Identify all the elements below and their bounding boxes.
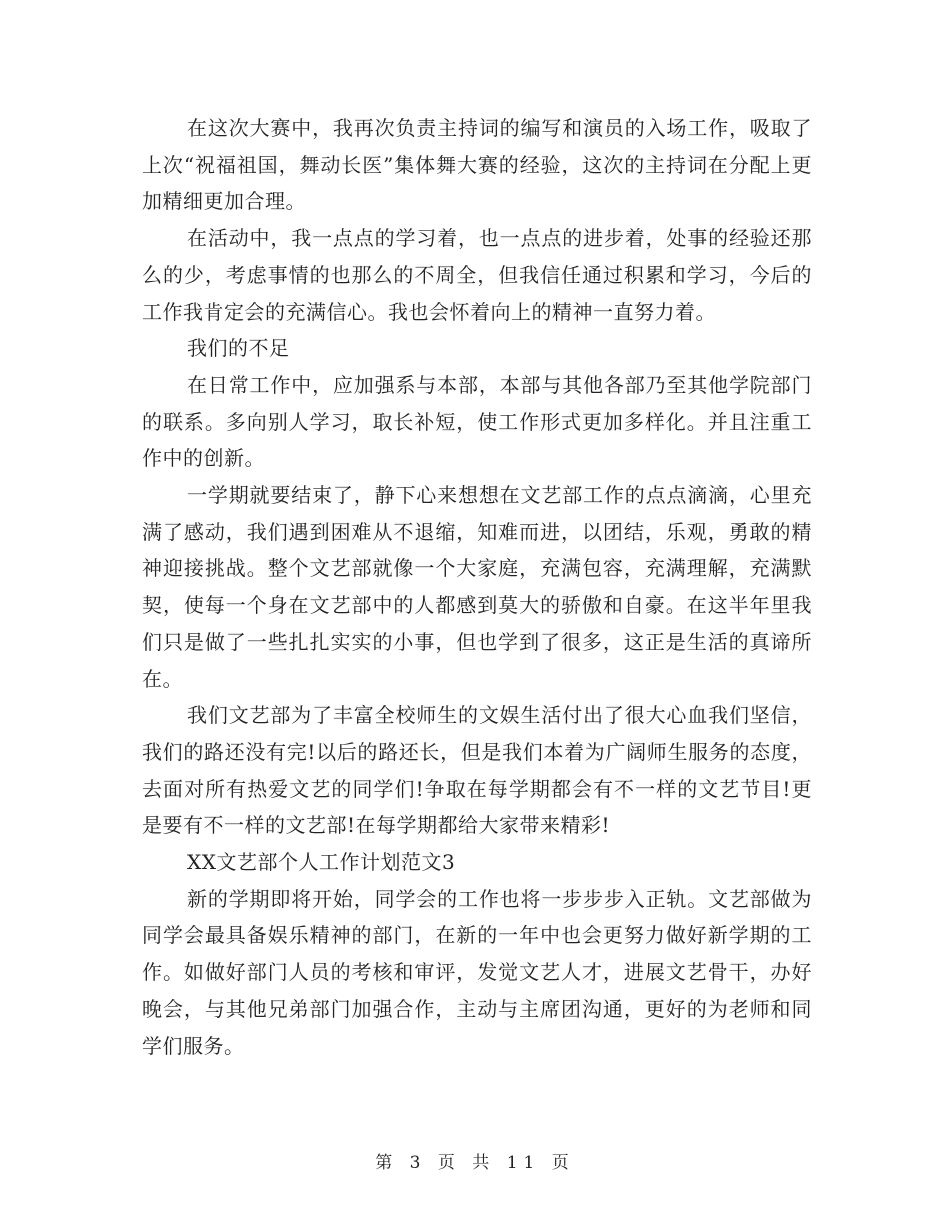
paragraph: 在活动中，我一点点的学习着，也一点点的进步着，处事的经验还那么的少，考虑事情的也那么的不周全，但我信任通过积累和学习，今后的工作我肯定会的充满信心。我也会怀着向上的精神一直努力着。 bbox=[142, 226, 812, 324]
document-body bbox=[142, 110, 812, 1064]
paragraph: 一学期就要结束了，静下心来想想在文艺部工作的点点滴滴，心里充满了感动，我们遇到困难从不退缩，知难而进，以团结，乐观，勇敢的精神迎接挑战。整个文艺部就像一个大家庭，充满包容，充满理解，充满默契，使每一个身在文艺部中的人都感到莫大的骄傲和自豪。在这半年里我们只是做了一些扎扎实实的小事，但也学到了很多，这正是生活的真谛所在。 bbox=[142, 483, 812, 691]
paragraph: 在这次大赛中，我再次负责主持词的编写和演员的入场工作，吸取了上次“祝福祖国，舞动长医”集体舞大赛的经验，这次的主持词在分配上更加精细更加合理。 bbox=[142, 116, 812, 214]
section-heading: 我们的不足 bbox=[187, 336, 290, 361]
page-number: 第 3 页 共 11 页 bbox=[375, 1153, 575, 1173]
paragraph: 新的学期即将开始，同学会的工作也将一步步步入正轨。文艺部做为同学会最具备娱乐精神的部门，在新的一年中也会更努力做好新学期的工作。如做好部门人员的考核和审评，发觉文艺人才，进展文艺骨干，办好晚会，与其他兄弟部门加强合作，主动与主席团沟通，更好的为老师和同学们服务。 bbox=[142, 886, 812, 1058]
paragraph: 我们文艺部为了丰富全校师生的文娱生活付出了很大心血我们坚信，我们的路还没有完!以后的路还长，但是我们本着为广阔师生服务的态度，去面对所有热爱文艺的同学们!争取在每学期都会有不一样的文艺节目!更是要有不一样的文艺部!在每学期都给大家带来精彩! bbox=[142, 703, 812, 838]
paragraph: 在日常工作中，应加强系与本部，本部与其他各部乃至其他学院部门的联系。多向别人学习，取长补短，使工作形式更加多样化。并且注重工作中的创新。 bbox=[142, 372, 812, 471]
section-heading: XX文艺部个人工作计划范文3 bbox=[187, 850, 456, 875]
